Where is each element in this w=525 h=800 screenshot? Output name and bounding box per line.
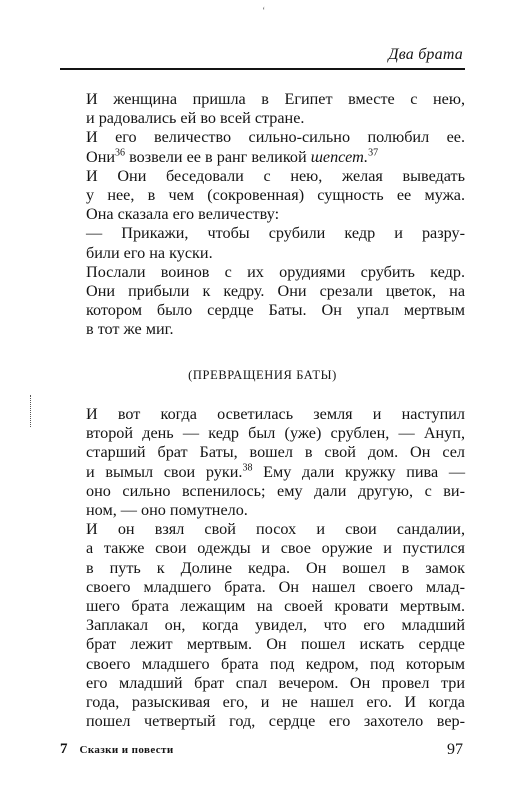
text-line: его младший брат спал вечером. Он провел три — [86, 673, 465, 692]
text-line: оно сильно вспенилось; ему дали другую, с ви- — [86, 481, 465, 500]
text-block-2 — [60, 405, 465, 731]
paragraph — [60, 263, 465, 340]
section-heading: (ПРЕВРАЩЕНИЯ БАТЫ) — [188, 368, 337, 382]
text-line: И он взял свой посох и свои сандалии, — [86, 520, 465, 539]
text-line: И женщина пришла в Египет вместе с нею, — [86, 90, 465, 108]
text-line: шего брата лежащим на своей кровати мертвым. — [86, 597, 465, 616]
paragraph — [60, 90, 465, 128]
text-line: били его на куски. — [86, 243, 213, 262]
header-rule — [60, 68, 465, 70]
signature-mark — [60, 741, 174, 758]
text-fragment: Они — [86, 147, 116, 166]
page-number: 97 — [447, 741, 463, 758]
text-line: второй день — кедр был (уже) срублен, — Ануп, — [86, 424, 465, 443]
italic-term: шепсет. — [310, 147, 369, 166]
text-line: И Они беседовали с нею, желая выведать — [86, 166, 465, 185]
text-line: а также свои одежды и свое оружие и пустился — [86, 539, 465, 558]
margin-mark — [30, 395, 35, 427]
text-line: года, разыскивая его, и не нашел его. И когда — [86, 693, 465, 712]
text-line: старший брат Баты, вошел в свой дом. Он сел — [86, 443, 465, 462]
paragraph — [60, 405, 465, 520]
top-margin-mark: ‘ — [262, 6, 266, 17]
footnote-ref: 36 — [115, 147, 126, 159]
text-line: своего младшего брата под кедром, под которым — [86, 654, 465, 673]
text-line: Они прибыли к кедру. Они срезали цветок, на — [86, 282, 465, 301]
text-line: и радовались ей во всей стране. — [86, 109, 305, 128]
text-line: Заплакал он, когда увидел, что его младший — [86, 616, 465, 635]
text-line: — Прикажи, чтобы срубили кедр и разру- — [86, 224, 465, 243]
running-header-title: Два брата — [388, 46, 463, 63]
text-line: И его величество сильно-сильно полюбил ее. — [86, 128, 465, 147]
text-line: в тот же миг. — [86, 320, 174, 339]
paragraph — [60, 167, 465, 225]
signature-title: Сказки и повести — [79, 744, 174, 756]
paragraph — [60, 128, 465, 166]
text-line: Она сказала его величеству: — [86, 205, 280, 224]
text-fragment: возвели ее в ранг великой — [125, 147, 311, 166]
text-line: котором было сердце Баты. Он упал мертвым — [86, 301, 465, 320]
text-line: И вот когда осветилась земля и наступил — [86, 405, 465, 423]
text-line: ном, — оно помутнело. — [86, 501, 248, 520]
text-line: своего младшего брата. Он нашел своего млад- — [86, 577, 465, 596]
footnote-ref: 38 — [242, 462, 253, 474]
text-fragment: и вымыл свои руки. — [86, 462, 243, 481]
text-line — [60, 148, 465, 167]
text-line: пошел четвертый год, сердце его захотело вер- — [86, 712, 465, 731]
signature-number: 7 — [60, 741, 68, 757]
footnote-ref: 37 — [368, 147, 379, 159]
text-fragment: Ему дали кружку пива — — [252, 462, 466, 481]
text-line: у нее, в чем (сокровенная) сущность ее мужа. — [86, 186, 465, 205]
text-block-1 — [60, 90, 465, 340]
text-line: в путь к Долине кедра. Он вошел в замок — [86, 558, 465, 577]
text-line: брат лежит мертвым. Он пошел искать сердце — [86, 635, 465, 654]
paragraph — [60, 520, 465, 731]
paragraph — [60, 224, 465, 262]
text-line: Послали воинов с их орудиями срубить кедр. — [86, 262, 465, 281]
text-line — [60, 463, 465, 482]
